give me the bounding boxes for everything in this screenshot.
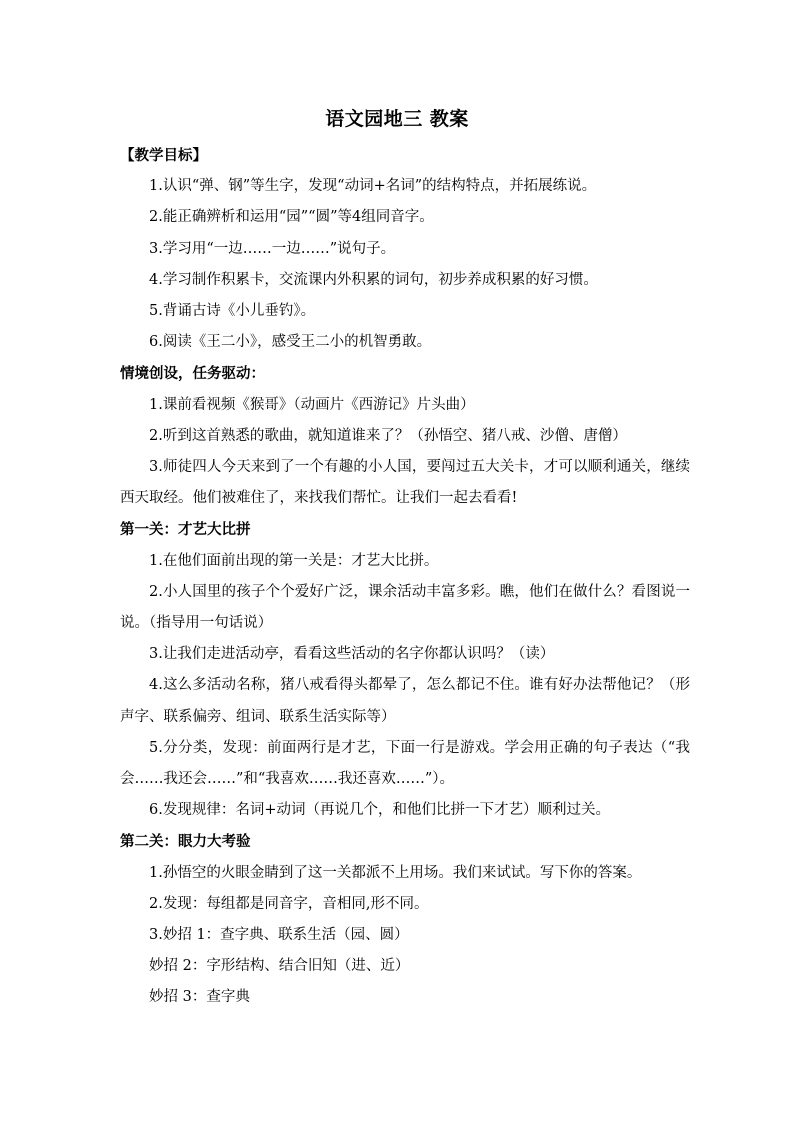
paragraph: 1.孙悟空的火眼金睛到了这一关都派不上用场。我们来试试。写下你的答案。 bbox=[149, 864, 642, 881]
section-level-one bbox=[120, 514, 690, 826]
section-heading: 第二关：眼力大考验 bbox=[120, 833, 251, 851]
paragraph: 2.听到这首熟悉的歌曲，就知道谁来了？（孙悟空、猪八戒、沙僧、唐僧） bbox=[149, 427, 627, 444]
goal-item: 1.认识“弹、钢”等生字，发现“动词+名词”的结构特点，并拓展练说。 bbox=[149, 178, 597, 195]
paragraph: 1.课前看视频《猴哥》（动画片《西游记》片头曲） bbox=[149, 396, 475, 413]
section-heading: 第一关：才艺大比拼 bbox=[120, 521, 251, 539]
paragraph: 3.妙招 1：查字典、联系生活（园、圆） bbox=[149, 927, 409, 944]
goal-item: 2.能正确辨析和运用“园”“圆”等4组同音字。 bbox=[149, 209, 434, 226]
goal-item: 5.背诵古诗《小儿垂钓》。 bbox=[149, 303, 316, 320]
paragraph: 2.发现：每组都是同音字，音相同,形不同。 bbox=[149, 895, 429, 912]
section-heading: 情境创设，任务驱动： bbox=[120, 365, 265, 383]
section-scenario bbox=[120, 358, 690, 514]
section-teaching-goals bbox=[120, 140, 690, 358]
paragraph: 6.发现规律：名词+动词（再说几个，和他们比拼一下才艺）顺利过关。 bbox=[149, 802, 610, 819]
paragraph: 5.分分类，发现：前面两行是才艺，下面一行是游戏。学会用正确的句子表达（“我会……我还会……”和“我喜欢……我还喜欢……”）。 bbox=[120, 739, 690, 788]
paragraph: 3.让我们走进活动亭，看看这些活动的名字你都认识吗？（读） bbox=[149, 646, 555, 663]
section-heading: 【教学目标】 bbox=[120, 147, 207, 164]
goal-item: 3.学习用“一边……一边……”说句子。 bbox=[149, 240, 396, 257]
section-level-two bbox=[120, 826, 690, 1013]
paragraph: 3.师徒四人今天来到了一个有趣的小人国，要闯过五大关卡，才可以顺利通关，继续西天取经。他们被难住了，来找我们帮忙。让我们一起去看看! bbox=[120, 459, 690, 507]
paragraph: 妙招 3：查字典 bbox=[149, 989, 250, 1006]
document-title: 语文园地三 教案 bbox=[325, 108, 469, 130]
paragraph: 2.小人国里的孩子个个爱好广泛，课余活动丰富多彩。瞧，他们在做什么？看图说一说。（指导用一句话说） bbox=[120, 583, 690, 632]
goal-item: 6.阅读《王二小》，感受王二小的机智勇敢。 bbox=[149, 334, 432, 351]
document-body bbox=[120, 140, 690, 1014]
paragraph: 4.这么多活动名称，猪八戒看得头都晕了，怎么都记不住。谁有好办法帮他记？（形声字、联系偏旁、组词、联系生活实际等） bbox=[120, 677, 690, 725]
goal-item: 4.学习制作积累卡，交流课内外积累的词句，初步养成积累的好习惯。 bbox=[149, 271, 598, 288]
paragraph: 1.在他们面前出现的第一关是：才艺大比拼。 bbox=[149, 552, 439, 569]
paragraph: 妙招 2：字形结构、结合旧知（进、近） bbox=[149, 958, 410, 975]
